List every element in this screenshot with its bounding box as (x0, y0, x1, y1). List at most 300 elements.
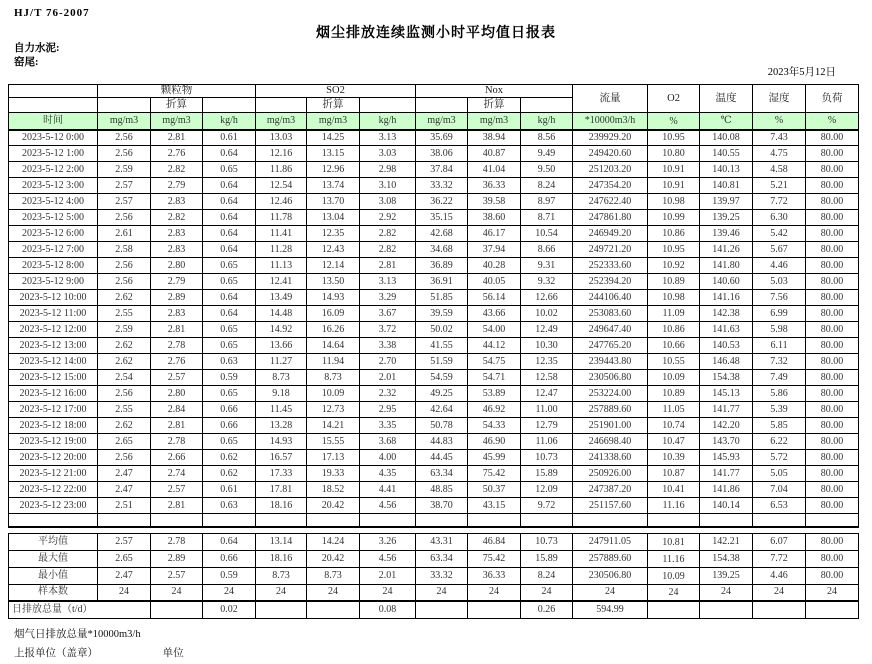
value-cell: 141.80 (700, 258, 753, 274)
value-cell: 2.56 (98, 274, 151, 290)
value-cell: 4.00 (360, 450, 416, 466)
value-cell: 13.50 (307, 274, 360, 290)
value-cell: 2.59 (98, 322, 151, 338)
value-cell: 80.00 (806, 290, 859, 306)
monitor-site-name: 窑尾: (14, 57, 39, 68)
value-cell: 54.75 (468, 354, 521, 370)
value-cell: 11.94 (307, 354, 360, 370)
value-cell: 16.57 (256, 450, 307, 466)
value-cell: 43.31 (416, 533, 468, 550)
value-cell: 4.46 (753, 258, 806, 274)
value-cell: 3.13 (360, 274, 416, 290)
value-cell (307, 601, 360, 618)
value-cell: 2.78 (151, 533, 203, 550)
value-cell: 80.00 (806, 130, 859, 146)
table-row (9, 482, 859, 498)
value-cell: 139.46 (700, 226, 753, 242)
table-row (9, 242, 859, 258)
value-cell: 140.14 (700, 498, 753, 514)
row-header-cell: 2023-5-12 1:00 (9, 146, 98, 162)
value-cell: 8.24 (521, 567, 573, 584)
value-cell: % (806, 113, 859, 130)
row-header-cell: 最大值 (9, 550, 98, 567)
value-cell: 46.90 (468, 434, 521, 450)
table-row (9, 130, 859, 146)
value-cell: 10.86 (648, 226, 700, 242)
value-cell: 14.24 (307, 533, 360, 550)
value-cell: 56.14 (468, 290, 521, 306)
value-cell: 0.62 (203, 450, 256, 466)
value-cell: 10.91 (648, 178, 700, 194)
value-cell: 12.79 (521, 418, 573, 434)
value-cell: 2.78 (151, 434, 203, 450)
value-cell: 8.56 (521, 130, 573, 146)
value-cell: 10.95 (648, 130, 700, 146)
value-cell: 5.67 (753, 242, 806, 258)
row-header-cell: 2023-5-12 21:00 (9, 466, 98, 482)
value-cell: 14.21 (307, 418, 360, 434)
value-cell: 11.16 (648, 550, 700, 567)
value-cell: 10.09 (648, 370, 700, 386)
value-cell: 2.62 (98, 418, 151, 434)
table-row (9, 210, 859, 226)
value-cell: 0.65 (203, 434, 256, 450)
value-cell: 45.99 (468, 450, 521, 466)
value-cell: 63.34 (416, 550, 468, 567)
row-header-cell: 样本数 (9, 584, 98, 601)
value-cell: 2.55 (98, 306, 151, 322)
value-cell: 24 (521, 584, 573, 601)
value-cell: 5.98 (753, 322, 806, 338)
value-cell: 2.57 (151, 567, 203, 584)
value-cell: 0.64 (203, 306, 256, 322)
row-header-cell: 2023-5-12 8:00 (9, 258, 98, 274)
value-cell: 0.64 (203, 210, 256, 226)
value-cell: 18.52 (307, 482, 360, 498)
report-unit-label: 上报单位（盖章） (14, 648, 98, 659)
converted-label-nox: 折算 (468, 98, 521, 113)
value-cell: 12.09 (521, 482, 573, 498)
value-cell: 10.30 (521, 338, 573, 354)
table-row (9, 258, 859, 274)
value-cell: 2.32 (360, 386, 416, 402)
value-cell: 49.25 (416, 386, 468, 402)
value-cell: 2.80 (151, 258, 203, 274)
row-header-cell: 2023-5-12 6:00 (9, 226, 98, 242)
value-cell: 2.79 (151, 274, 203, 290)
value-cell: 0.65 (203, 274, 256, 290)
value-cell: 10.98 (648, 194, 700, 210)
value-cell: 12.41 (256, 274, 307, 290)
value-cell: 12.49 (521, 322, 573, 338)
value-cell: 41.04 (468, 162, 521, 178)
value-cell: 247387.20 (573, 482, 648, 498)
value-cell: 17.13 (307, 450, 360, 466)
value-cell: 0.65 (203, 162, 256, 178)
value-cell: 2.92 (360, 210, 416, 226)
value-cell: 6.07 (753, 533, 806, 550)
value-cell: 2.62 (98, 354, 151, 370)
value-cell: 33.32 (416, 178, 468, 194)
footer (14, 626, 184, 660)
value-cell: 2.56 (98, 258, 151, 274)
value-cell: % (648, 113, 700, 130)
value-cell: 80.00 (806, 226, 859, 242)
value-cell: 46.92 (468, 402, 521, 418)
value-cell: 38.06 (416, 146, 468, 162)
value-cell: 10.86 (648, 322, 700, 338)
value-cell: 2.56 (98, 386, 151, 402)
value-cell: 8.24 (521, 178, 573, 194)
value-cell: 16.26 (307, 322, 360, 338)
value-cell: 2.81 (151, 322, 203, 338)
value-cell: 241338.60 (573, 450, 648, 466)
value-cell: 38.70 (416, 498, 468, 514)
value-cell: 3.35 (360, 418, 416, 434)
value-cell: 140.08 (700, 130, 753, 146)
value-cell: 42.64 (416, 402, 468, 418)
value-cell: 251203.20 (573, 162, 648, 178)
table-row (9, 584, 859, 601)
row-header-cell: 2023-5-12 22:00 (9, 482, 98, 498)
value-cell: 43.66 (468, 306, 521, 322)
value-cell: 0.64 (203, 146, 256, 162)
row-header-cell: 2023-5-12 10:00 (9, 290, 98, 306)
flue-gas-total-label: 烟气日排放总量*10000m3/h (14, 629, 141, 640)
blank-corner-cell (9, 85, 98, 98)
value-cell: 4.75 (753, 146, 806, 162)
value-cell: 13.74 (307, 178, 360, 194)
value-cell: 9.32 (521, 274, 573, 290)
value-cell: 3.10 (360, 178, 416, 194)
table-row (9, 434, 859, 450)
value-cell: 154.38 (700, 550, 753, 567)
value-cell: 0.64 (203, 194, 256, 210)
value-cell: 2.57 (98, 178, 151, 194)
value-cell: 12.66 (521, 290, 573, 306)
value-cell: 141.77 (700, 466, 753, 482)
value-cell: 239929.20 (573, 130, 648, 146)
value-cell: 5.21 (753, 178, 806, 194)
value-cell: 140.60 (700, 274, 753, 290)
value-cell: 0.66 (203, 418, 256, 434)
value-cell: 0.64 (203, 242, 256, 258)
value-cell: 24 (151, 584, 203, 601)
value-cell: 75.42 (468, 550, 521, 567)
row-header-cell: 2023-5-12 7:00 (9, 242, 98, 258)
value-cell: 40.87 (468, 146, 521, 162)
table-row (9, 533, 859, 550)
value-cell: 2.83 (151, 194, 203, 210)
value-cell: 80.00 (806, 450, 859, 466)
value-cell: 15.55 (307, 434, 360, 450)
value-cell: 46.84 (468, 533, 521, 550)
value-cell: 50.37 (468, 482, 521, 498)
value-cell: 13.14 (256, 533, 307, 550)
value-cell: 2.57 (151, 370, 203, 386)
table-row (9, 567, 859, 584)
value-cell (416, 601, 468, 618)
value-cell: 37.84 (416, 162, 468, 178)
value-cell: 12.54 (256, 178, 307, 194)
value-cell: 0.26 (521, 601, 573, 618)
value-cell: 6.99 (753, 306, 806, 322)
value-cell: 252333.60 (573, 258, 648, 274)
units-row (9, 113, 859, 130)
hourly-rows (9, 130, 859, 514)
value-cell: 80.00 (806, 550, 859, 567)
table-row (9, 274, 859, 290)
value-cell: 2.62 (98, 290, 151, 306)
value-cell: % (753, 113, 806, 130)
value-cell: 10.02 (521, 306, 573, 322)
value-cell: 5.05 (753, 466, 806, 482)
value-cell (151, 601, 203, 618)
value-cell: 2.66 (151, 450, 203, 466)
value-cell: mg/m3 (307, 113, 360, 130)
value-cell: 12.43 (307, 242, 360, 258)
value-cell: 7.43 (753, 130, 806, 146)
value-cell: 80.00 (806, 242, 859, 258)
value-cell: 14.25 (307, 130, 360, 146)
value-cell: 10.99 (648, 210, 700, 226)
page-title: 烟尘排放连续监测小时平均值日报表 (316, 26, 556, 41)
value-cell: 8.73 (307, 370, 360, 386)
value-cell: 141.77 (700, 402, 753, 418)
value-cell: 34.68 (416, 242, 468, 258)
table-row (9, 290, 859, 306)
value-cell: 2.62 (98, 338, 151, 354)
value-cell: 2.70 (360, 354, 416, 370)
value-cell: 63.34 (416, 466, 468, 482)
unit-label: 单位 (162, 648, 184, 659)
value-cell: 141.16 (700, 290, 753, 306)
value-cell: 2.54 (98, 370, 151, 386)
value-cell: 13.49 (256, 290, 307, 306)
value-cell: 18.16 (256, 498, 307, 514)
col-temperature: 温度 (700, 85, 753, 113)
value-cell: 141.26 (700, 242, 753, 258)
value-cell: 36.89 (416, 258, 468, 274)
value-cell: 5.42 (753, 226, 806, 242)
row-header-cell: 2023-5-12 15:00 (9, 370, 98, 386)
value-cell: 140.53 (700, 338, 753, 354)
row-header-cell: 2023-5-12 3:00 (9, 178, 98, 194)
value-cell: 80.00 (806, 418, 859, 434)
value-cell: 80.00 (806, 338, 859, 354)
value-cell: 80.00 (806, 210, 859, 226)
hourly-data-table (8, 84, 859, 528)
value-cell: 11.78 (256, 210, 307, 226)
value-cell: 80.00 (806, 498, 859, 514)
value-cell: 244106.40 (573, 290, 648, 306)
value-cell: 2.81 (360, 258, 416, 274)
value-cell: 140.13 (700, 162, 753, 178)
col-group-particulate: 颗粒物 (98, 85, 256, 98)
value-cell: 24 (806, 584, 859, 601)
value-cell: 12.73 (307, 402, 360, 418)
col-group-nox: Nox (416, 85, 573, 98)
value-cell: 12.16 (256, 146, 307, 162)
spacer-row (9, 514, 859, 527)
value-cell: 24 (203, 584, 256, 601)
table-row (9, 322, 859, 338)
value-cell: 11.00 (521, 402, 573, 418)
value-cell: 3.03 (360, 146, 416, 162)
value-cell: 139.97 (700, 194, 753, 210)
value-cell: 4.35 (360, 466, 416, 482)
table-row (9, 226, 859, 242)
value-cell: 154.38 (700, 370, 753, 386)
value-cell: 2.98 (360, 162, 416, 178)
value-cell: 0.02 (203, 601, 256, 618)
value-cell: 2.47 (98, 567, 151, 584)
value-cell: 35.69 (416, 130, 468, 146)
value-cell: 80.00 (806, 533, 859, 550)
value-cell: 2.83 (151, 226, 203, 242)
value-cell (753, 601, 806, 618)
value-cell: 0.59 (203, 567, 256, 584)
row-header-cell: 2023-5-12 18:00 (9, 418, 98, 434)
row-header-cell: 2023-5-12 14:00 (9, 354, 98, 370)
value-cell: 36.33 (468, 178, 521, 194)
value-cell: 80.00 (806, 258, 859, 274)
value-cell: 11.27 (256, 354, 307, 370)
col-o2: O2 (648, 85, 700, 113)
value-cell: 80.00 (806, 322, 859, 338)
value-cell: 80.00 (806, 354, 859, 370)
value-cell: 2.89 (151, 550, 203, 567)
value-cell: 24 (753, 584, 806, 601)
value-cell: 246949.20 (573, 226, 648, 242)
value-cell: 10.87 (648, 466, 700, 482)
col-group-so2: SO2 (256, 85, 416, 98)
value-cell: 12.46 (256, 194, 307, 210)
value-cell: 2.56 (98, 146, 151, 162)
value-cell: 13.66 (256, 338, 307, 354)
value-cell: 51.59 (416, 354, 468, 370)
value-cell: 6.22 (753, 434, 806, 450)
value-cell: 50.02 (416, 322, 468, 338)
value-cell: 8.73 (256, 370, 307, 386)
value-cell: 11.86 (256, 162, 307, 178)
value-cell: 80.00 (806, 482, 859, 498)
value-cell: 246698.40 (573, 434, 648, 450)
value-cell: 18.16 (256, 550, 307, 567)
value-cell: kg/h (360, 113, 416, 130)
value-cell: 6.53 (753, 498, 806, 514)
blank-cell (360, 98, 416, 113)
value-cell: 145.13 (700, 386, 753, 402)
value-cell: 10.80 (648, 146, 700, 162)
value-cell: 10.09 (307, 386, 360, 402)
day-total-row (9, 601, 859, 618)
table-row (9, 146, 859, 162)
report-table-area (8, 84, 859, 619)
value-cell: 0.63 (203, 498, 256, 514)
value-cell: 13.15 (307, 146, 360, 162)
value-cell: 145.93 (700, 450, 753, 466)
table-row (9, 354, 859, 370)
row-header-cell: 2023-5-12 5:00 (9, 210, 98, 226)
converted-label-pm: 折算 (151, 98, 203, 113)
value-cell: 251901.00 (573, 418, 648, 434)
value-cell: 2.57 (98, 194, 151, 210)
value-cell: 247911.05 (573, 533, 648, 550)
value-cell: 252394.20 (573, 274, 648, 290)
value-cell: 5.72 (753, 450, 806, 466)
value-cell: 12.14 (307, 258, 360, 274)
value-cell: 80.00 (806, 194, 859, 210)
day-total-label: 日排放总量（t/d） (9, 601, 151, 618)
converted-label-so2: 折算 (307, 98, 360, 113)
value-cell: 142.38 (700, 306, 753, 322)
value-cell: 3.13 (360, 130, 416, 146)
value-cell: 257889.60 (573, 550, 648, 567)
value-cell: 11.41 (256, 226, 307, 242)
value-cell: 80.00 (806, 162, 859, 178)
blank-cell (98, 98, 151, 113)
value-cell: 2.74 (151, 466, 203, 482)
value-cell: 141.63 (700, 322, 753, 338)
value-cell: 9.72 (521, 498, 573, 514)
value-cell: 36.22 (416, 194, 468, 210)
value-cell: 24 (360, 584, 416, 601)
value-cell: 0.61 (203, 482, 256, 498)
value-cell: 36.91 (416, 274, 468, 290)
value-cell: 7.49 (753, 370, 806, 386)
value-cell: 0.65 (203, 322, 256, 338)
value-cell: 2.80 (151, 386, 203, 402)
value-cell: 8.66 (521, 242, 573, 258)
value-cell: 20.42 (307, 550, 360, 567)
value-cell: 11.06 (521, 434, 573, 450)
value-cell: 3.29 (360, 290, 416, 306)
row-header-cell: 2023-5-12 23:00 (9, 498, 98, 514)
value-cell: 2.01 (360, 370, 416, 386)
value-cell: 11.16 (648, 498, 700, 514)
value-cell: 44.12 (468, 338, 521, 354)
value-cell: 80.00 (806, 306, 859, 322)
value-cell: 247354.20 (573, 178, 648, 194)
value-cell: 12.35 (307, 226, 360, 242)
table-row (9, 178, 859, 194)
value-cell: 4.46 (753, 567, 806, 584)
value-cell: 2.55 (98, 402, 151, 418)
table-row (9, 194, 859, 210)
value-cell (256, 601, 307, 618)
value-cell: 50.78 (416, 418, 468, 434)
table-row (9, 550, 859, 567)
value-cell: 10.89 (648, 386, 700, 402)
value-cell: 2.76 (151, 354, 203, 370)
doc-standard-code: HJ/T 76-2007 (14, 7, 90, 19)
table-row (9, 418, 859, 434)
summary-table (8, 533, 859, 619)
value-cell (468, 601, 521, 618)
value-cell: 33.32 (416, 567, 468, 584)
value-cell: 11.09 (648, 306, 700, 322)
value-cell: 10.55 (648, 354, 700, 370)
value-cell: 0.66 (203, 402, 256, 418)
value-cell: 0.64 (203, 178, 256, 194)
value-cell: 24 (98, 584, 151, 601)
value-cell: 139.25 (700, 567, 753, 584)
value-cell: 39.59 (416, 306, 468, 322)
value-cell: 0.65 (203, 386, 256, 402)
value-cell: 24 (573, 584, 648, 601)
value-cell: 10.54 (521, 226, 573, 242)
